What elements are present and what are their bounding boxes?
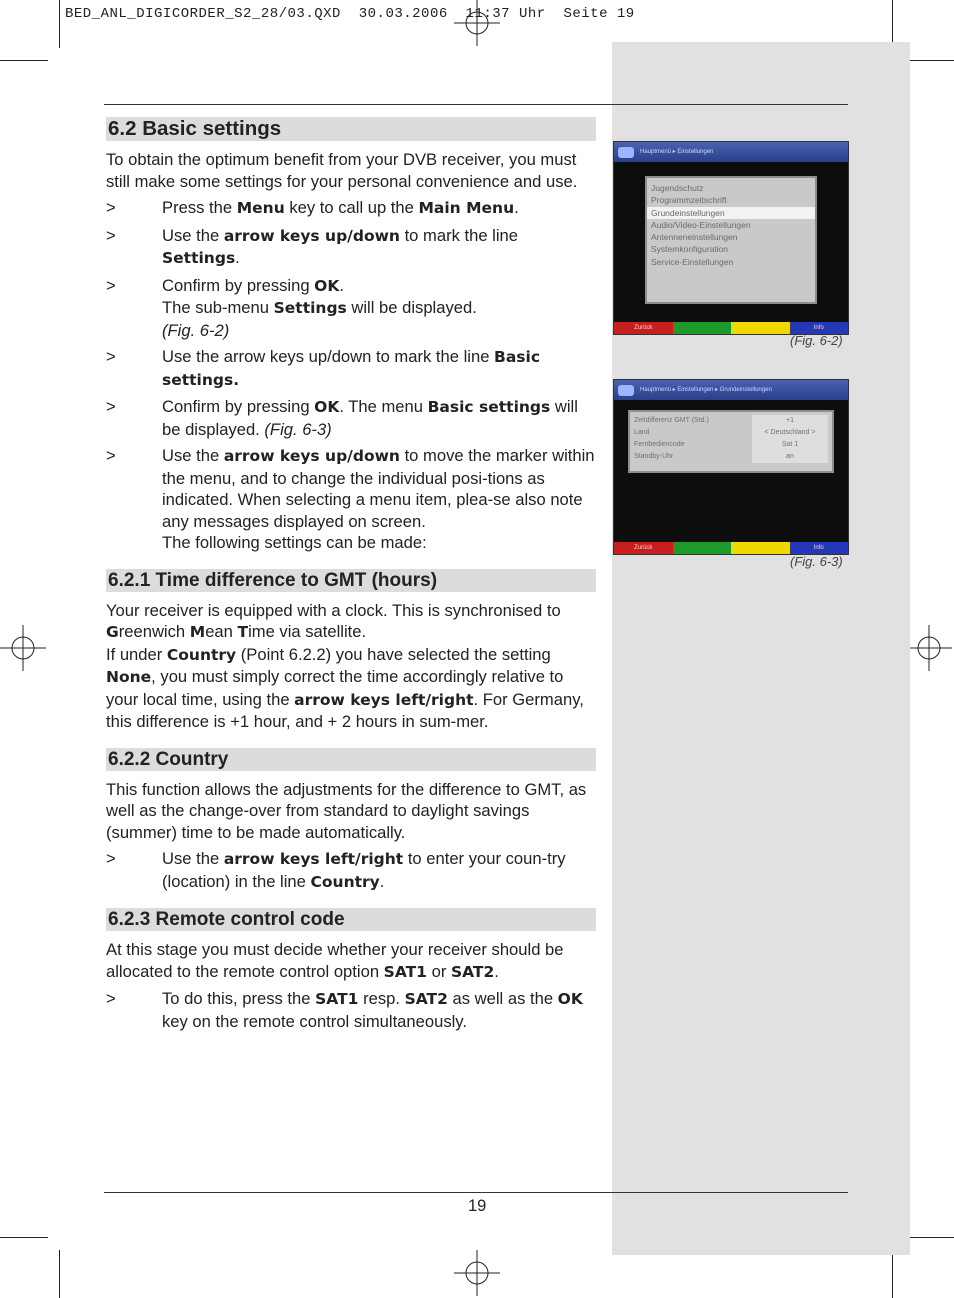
menu-icon (618, 147, 634, 158)
tv-menu-item: Antenneneinstellungen (651, 232, 738, 243)
green-key (673, 322, 732, 334)
yellow-key (731, 542, 790, 554)
instruction-step: > Press the Menu key to call up the Main Menu. (106, 198, 519, 217)
section-heading: 6.2.2 Country (106, 748, 596, 771)
paragraph: At this stage you must decide whether your receiver should be allocated to the remote control option SAT1 or SAT2. (106, 940, 564, 981)
tv-menu-item: Jugendschutz (651, 183, 704, 193)
crop-mark (906, 60, 954, 61)
green-key (673, 542, 732, 554)
crop-mark (892, 0, 893, 48)
instruction-step: > Use the arrow keys up/down to mark the line Basic settings. (106, 347, 541, 389)
instruction-step: > Use the arrow keys up/down to mark the line Settings. (106, 225, 519, 267)
top-rule (104, 104, 848, 105)
paragraph: To obtain the optimum benefit from your DVB receiver, you must still make some settings for your personal convenience and use. (106, 150, 578, 191)
page-number: 19 (468, 1197, 487, 1215)
crop-mark (0, 1237, 48, 1238)
instruction-step: > To do this, press the SAT1 resp. SAT2 as well as the OK key on the remote control simultaneously. (106, 989, 583, 1031)
section-heading: 6.2 Basic settings (106, 117, 596, 141)
setting-row: Fernbediencode Sat 1 (630, 439, 832, 451)
registration-mark-icon (0, 625, 46, 671)
tv-menu-item: Systemkonfiguration (651, 244, 729, 255)
figure-caption: (Fig. 6-2) (790, 333, 843, 348)
tv-header-bar: Hauptmenü ▸ Einstellungen (614, 142, 848, 162)
instruction-step: > Use the arrow keys left/right to enter your coun-try (location) in the line Country. (106, 849, 566, 891)
paragraph: This function allows the adjustments for the difference to GMT, as well as the change-over from standard to daylight savings (summer) time to be made automatically. (106, 779, 587, 842)
tv-menu-item: Service-Einstellungen (651, 256, 734, 267)
tv-header-bar: Hauptmenü ▸ Einstellungen ▸ Grundeinstellungen (614, 380, 848, 400)
registration-mark-icon (454, 0, 500, 46)
registration-mark-icon (454, 1250, 500, 1296)
registration-mark-icon (906, 625, 952, 671)
red-key: Zurück (614, 542, 673, 554)
red-key: Zurück (614, 322, 673, 334)
paragraph: Your receiver is equipped with a clock. This is synchronised to Greenwich Mean Time via satellite. If under Country (Point 6.2.2) you have selected the setting None, you must simply correct the time accordingly relative to your local time, using the arrow keys left/right. For Germany, this difference is +1 hour, and + 2 hours in sum-mer. (106, 600, 584, 731)
figure-6-2-screenshot (613, 141, 849, 335)
setting-row: Standby-Uhr an (630, 451, 832, 463)
main-column (106, 117, 596, 1032)
menu-icon (618, 385, 634, 396)
instruction-step: > Confirm by pressing OK. The menu Basic settings will be displayed. (Fig. 6-3) (106, 397, 578, 439)
setting-row: Land < Deutschland > (630, 427, 832, 439)
print-slug: BED_ANL_DIGICORDER_S2_28/03.QXD 30.03.2006 11:37 Uhr Seite 19 (65, 6, 635, 22)
tv-menu-item: Audio/Video-Einstellungen (651, 219, 751, 230)
blue-key: Info (790, 542, 849, 554)
tv-menu-item: Programmzeitschrift (651, 195, 727, 206)
blue-key: Info (790, 322, 849, 334)
tv-menu-panel (628, 410, 834, 473)
figure-6-3-screenshot (613, 379, 849, 555)
instruction-step: > Use the arrow keys up/down to move the marker within the menu, and to change the individual posi-tions as indicated. When selecting a menu item, plea-se also note any messages displayed on screen. The following settings can be made: (106, 446, 595, 552)
crop-mark (0, 60, 48, 61)
tv-menu-item-selected: Grundeinstellungen (647, 207, 815, 219)
instruction-step: > Confirm by pressing OK. The sub-menu Settings will be displayed. (Fig. 6-2) (106, 275, 477, 340)
crop-mark (892, 1250, 893, 1298)
crop-mark (59, 1250, 60, 1298)
figure-caption: (Fig. 6-3) (790, 554, 843, 569)
crop-mark (906, 1237, 954, 1238)
tv-menu-panel (645, 176, 817, 304)
yellow-key (731, 322, 790, 334)
bottom-rule (104, 1192, 848, 1193)
crop-mark (59, 0, 60, 48)
section-heading: 6.2.1 Time difference to GMT (hours) (106, 569, 596, 592)
section-heading: 6.2.3 Remote control code (106, 908, 596, 931)
tv-color-keys (614, 542, 848, 554)
setting-row: Zeitdifferenz GMT (Std.) +1 (630, 415, 832, 427)
